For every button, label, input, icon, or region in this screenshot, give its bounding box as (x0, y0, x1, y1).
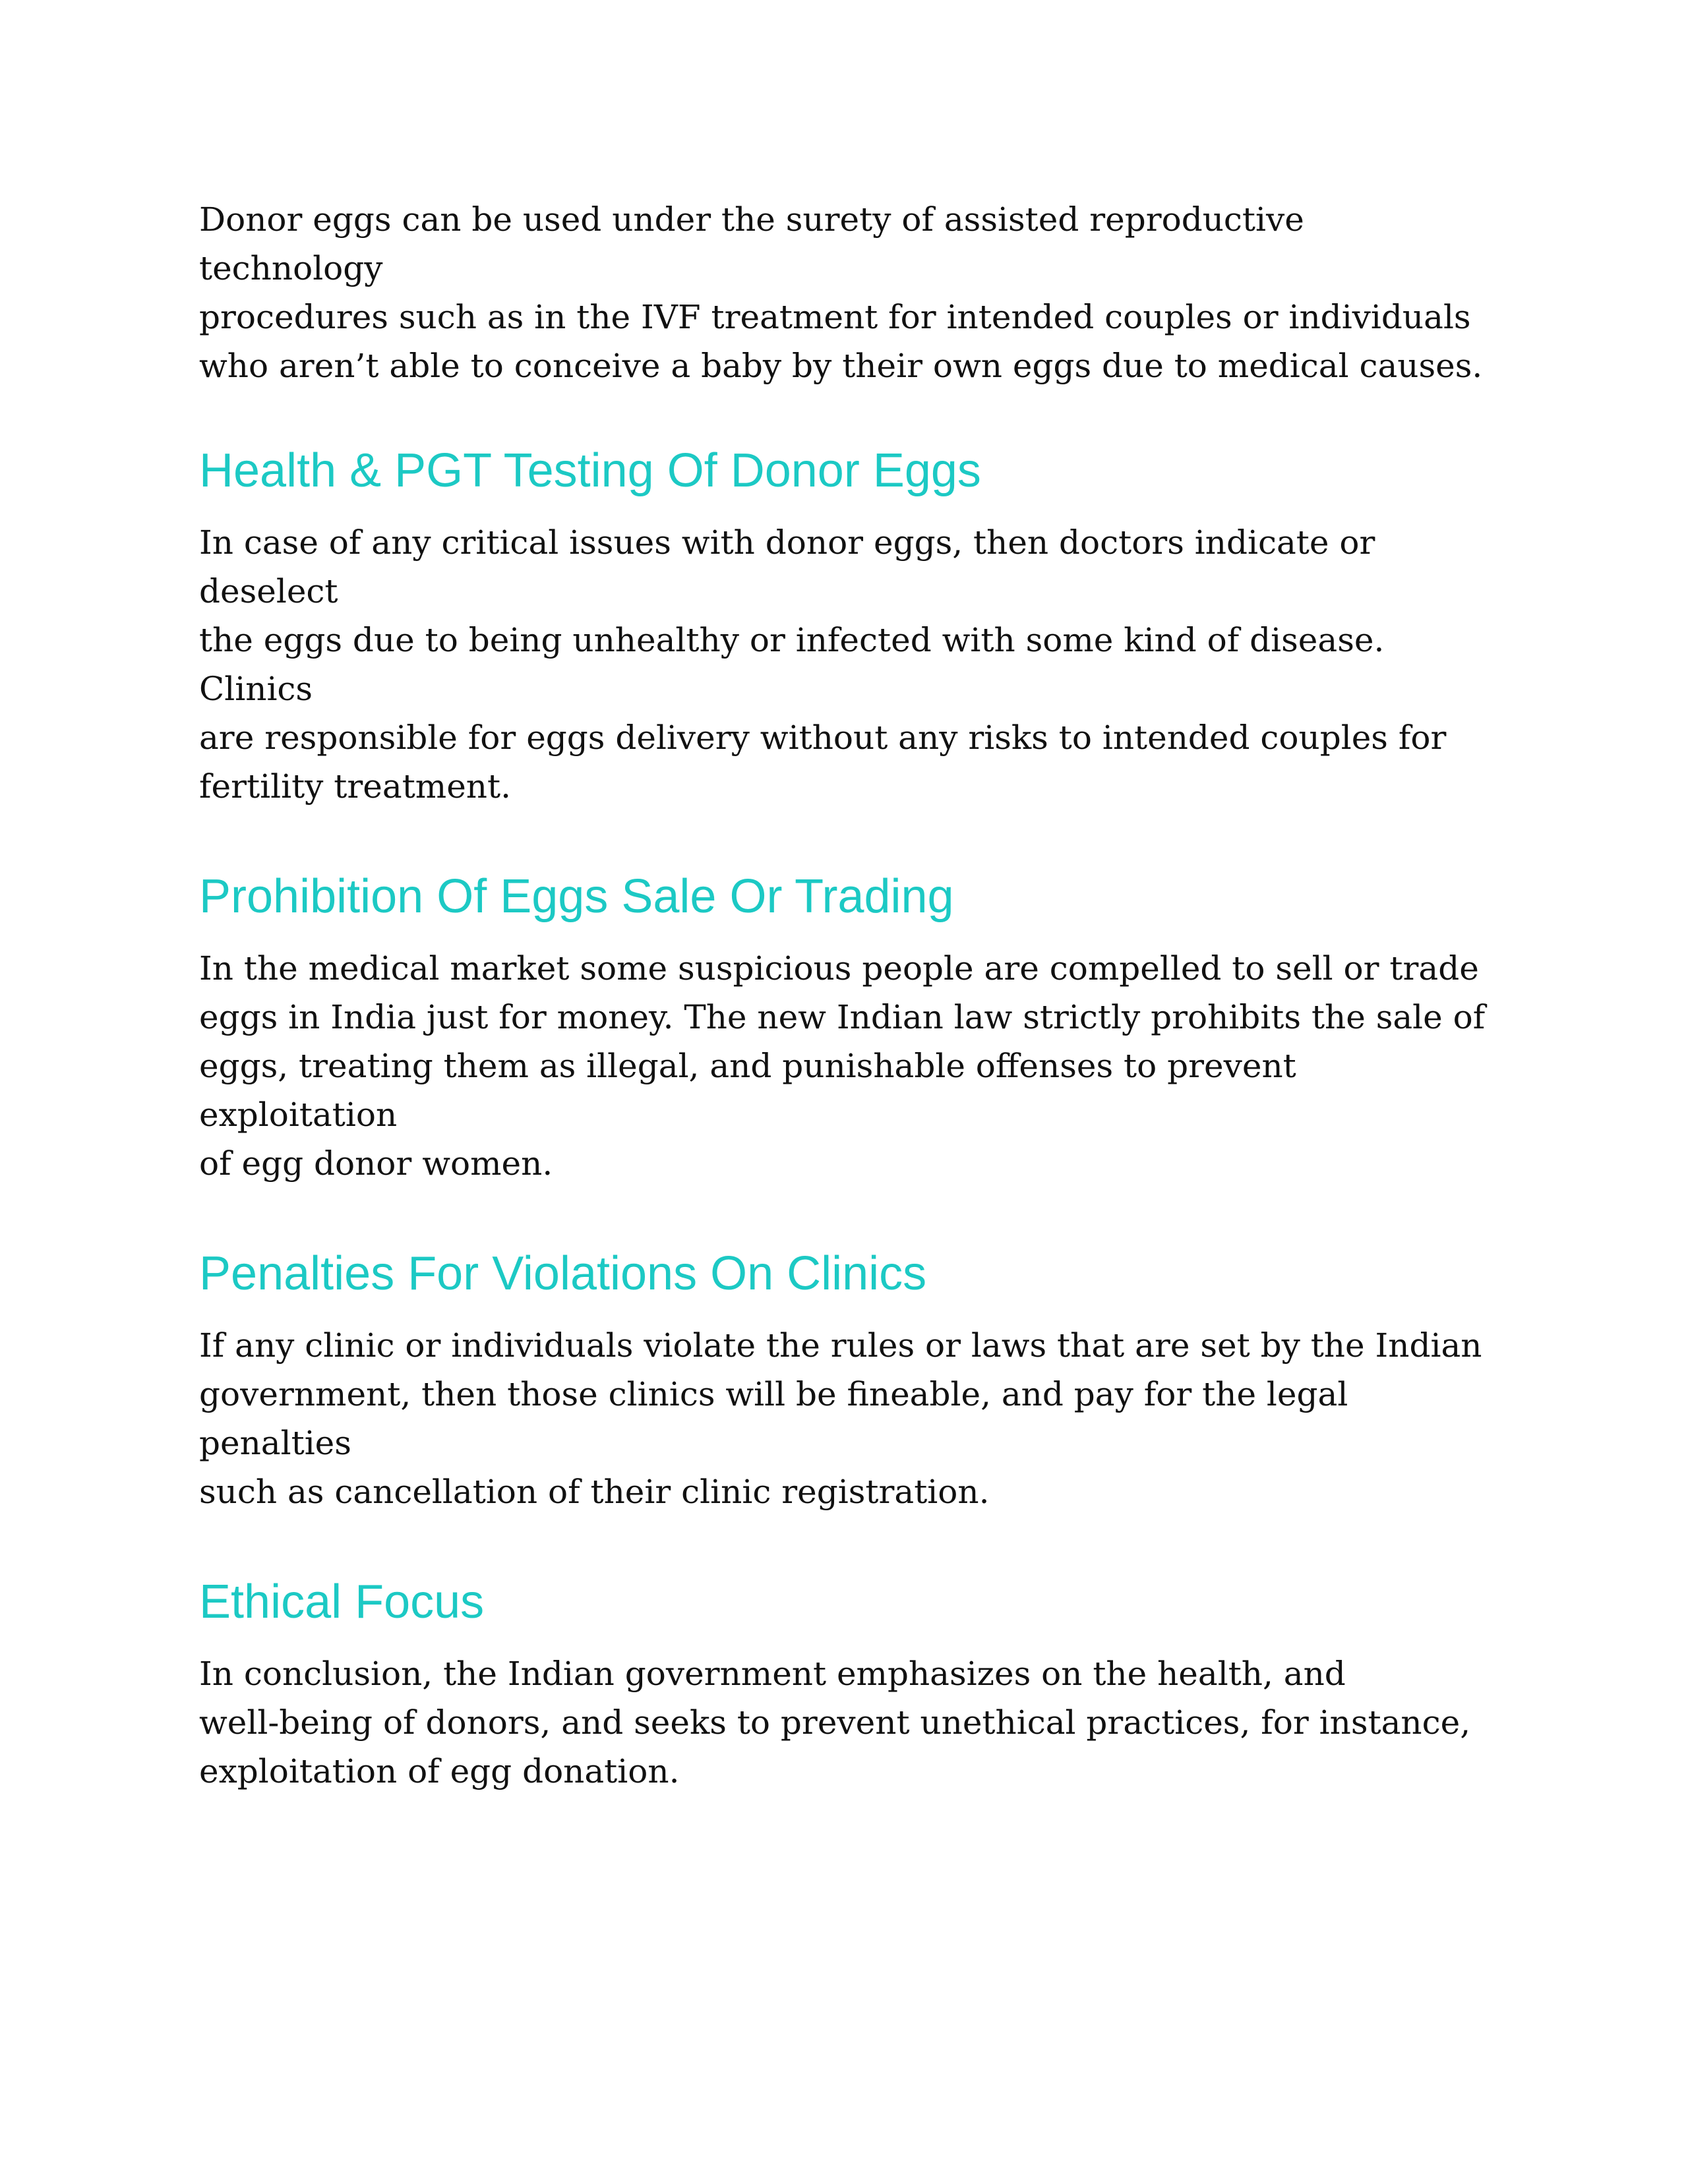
intro-paragraph: Donor eggs can be used under the surety of assisted reproductive technology procedures such as in the IVF treatment for intended couples or individuals who aren’t able to conceive a baby by their own eggs due to medical causes. (199, 200, 1483, 385)
section-heading-ethical-focus: Ethical Focus (199, 1576, 485, 1628)
section-heading-health-pgt-testing: Health & PGT Testing Of Donor Eggs (199, 444, 981, 497)
section-heading-penalties: Penalties For Violations On Clinics (199, 1247, 927, 1300)
section-body-penalties: If any clinic or individuals violate the rules or laws that are set by the Indian government, then those clinics will be fineable, and pay for the legal penalties such as cancellation of their clinic registration. (199, 1326, 1482, 1511)
section-body-ethical-focus: In conclusion, the Indian government emphasizes on the health, and well-being of donors, and seeks to prevent unethical practices, for instance, exploitation of egg donation. (199, 1655, 1471, 1790)
section-body-prohibition-of-sale: In the medical market some suspicious people are compelled to sell or trade eggs in India just for money. The new Indian law strictly prohibits the sale of eggs, treating them as illegal, and punishable offenses to prevent exploitation of egg donor women. (199, 949, 1486, 1183)
section-body-health-pgt-testing: In case of any critical issues with donor eggs, then doctors indicate or deselect the eggs due to being unhealthy or infected with some kind of disease. Clinics are responsible for eggs delivery without any risks to intended couples for fertility treatment. (199, 523, 1447, 806)
document-page (199, 195, 1492, 1796)
section-heading-prohibition-of-sale: Prohibition Of Eggs Sale Or Trading (199, 870, 954, 923)
